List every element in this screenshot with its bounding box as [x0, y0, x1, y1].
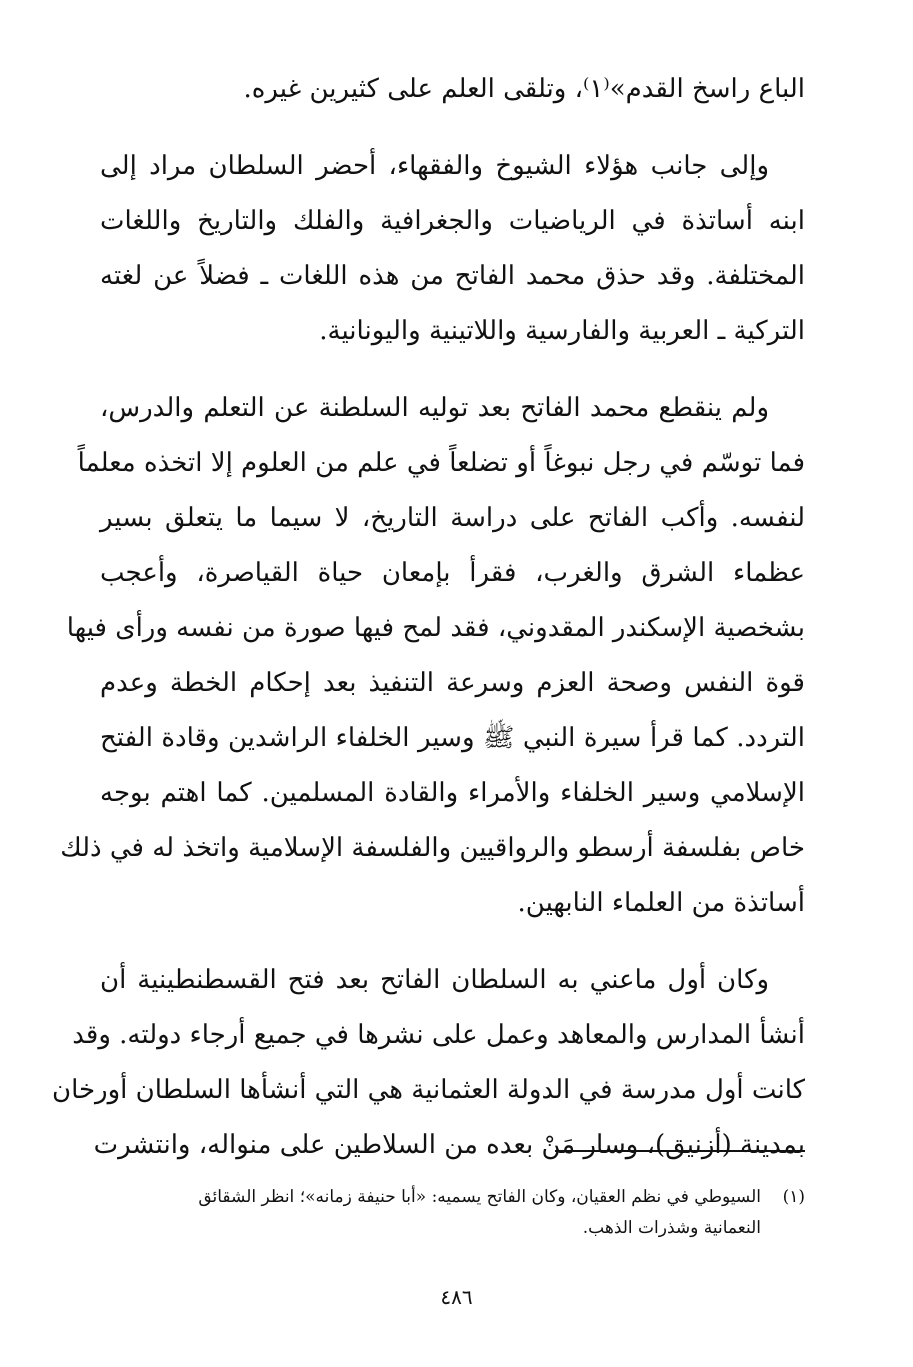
- paragraph-4: [51, 953, 805, 1173]
- text-line: التركية ـ العربية والفارسية واللاتينية واليونانية.: [319, 316, 805, 346]
- text-line: المختلفة. وقد حذق محمد الفاتح من هذه اللغات ـ فضلاً عن لغته: [100, 261, 805, 291]
- paragraph-3: [60, 381, 805, 931]
- text-line: وكان أول ماعني به السلطان الفاتح بعد فتح القسطنطينية أن: [100, 965, 769, 995]
- page-number: ٤٨٦: [440, 1285, 473, 1309]
- text-line: كانت أول مدرسة في الدولة العثمانية هي التي أنشأها السلطان أورخان: [51, 1075, 805, 1105]
- page-body: [51, 62, 805, 1195]
- footnote-line: النعمانية وشذرات الذهب.: [582, 1218, 761, 1238]
- text-line: لنفسه. وأكب الفاتح على دراسة التاريخ، لا سيما ما يتعلق بسير: [100, 503, 805, 533]
- text-line: ابنه أساتذة في الرياضيات والجغرافية والفلك والتاريخ واللغات: [100, 206, 805, 236]
- text-line: وإلى جانب هؤلاء الشيوخ والفقهاء، أحضر السلطان مراد إلى: [100, 151, 769, 181]
- text-line: بشخصية الإسكندر المقدوني، فقد لمح فيها صورة من نفسه ورأى فيها: [66, 613, 805, 643]
- footnote-number: (١): [782, 1187, 805, 1207]
- footnote: [105, 1182, 805, 1244]
- text-line: قوة النفس وصحة العزم وسرعة التنفيذ بعد إحكام الخطة وعدم: [100, 668, 805, 698]
- text-line: خاص بفلسفة أرسطو والرواقيين والفلسفة الإسلامية واتخذ له في ذلك: [60, 833, 805, 863]
- text-line: أساتذة من العلماء النابهين.: [517, 888, 805, 918]
- footnote-line: [105, 1182, 805, 1213]
- text-line: عظماء الشرق والغرب، فقرأ بإمعان حياة القياصرة، وأعجب: [100, 558, 805, 588]
- text-line: التردد. كما قرأ سيرة النبي ﷺ وسير الخلفاء الراشدين وقادة الفتح: [100, 723, 805, 753]
- footnote-text: السيوطي في نظم العقيان، وكان الفاتح يسميه: «أبا حنيفة زمانه»؛ انظر الشقائق: [198, 1187, 761, 1207]
- text-line: الباع راسخ القدم»⁽١⁾، وتلقى العلم على كثيرين غيره.: [243, 74, 805, 104]
- text-line: بمدينة (أزنيق)، وسار مَنْ بعده من السلاطين على منواله، وانتشرت: [93, 1130, 805, 1160]
- footnote-separator: [555, 1150, 805, 1152]
- paragraph-2: [100, 139, 805, 359]
- text-line: ولم ينقطع محمد الفاتح بعد توليه السلطنة عن التعلم والدرس،: [100, 393, 769, 423]
- text-line: فما توسّم في رجل نبوغاً أو تضلعاً في علم من العلوم إلا اتخذه معلماً: [77, 448, 805, 478]
- paragraph-1: [100, 62, 805, 117]
- text-line: الإسلامي وسير الخلفاء والأمراء والقادة المسلمين. كما اهتم بوجه: [100, 778, 805, 808]
- text-line: أنشأ المدارس والمعاهد وعمل على نشرها في جميع أرجاء دولته. وقد: [72, 1020, 805, 1050]
